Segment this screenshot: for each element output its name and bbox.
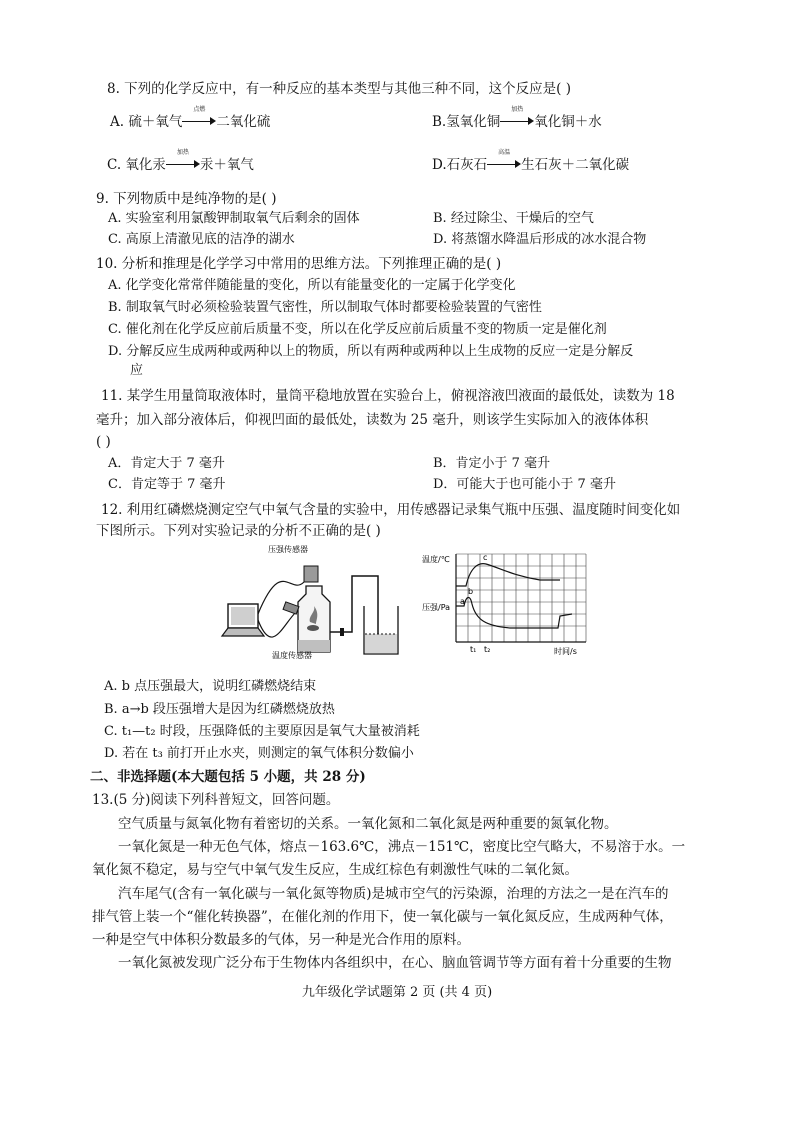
q11-option-a: A．肯定大于 7 毫升 xyxy=(108,456,225,471)
q8-c-reactants: C. 氧化汞 xyxy=(107,157,166,173)
q13-paragraph3-line2: 排气管上装一个“催化转换器”，在催化剂的作用下，使一氧化碳与一氧化氮反应，生成两种气体， xyxy=(92,909,673,925)
q8-b-products: 氧化铜＋水 xyxy=(534,114,602,130)
graph-temp-label: 温度/℃ xyxy=(422,555,450,564)
time-axis-label: 时间/s xyxy=(554,647,577,656)
q12-option-b: B. a→b 段压强增大是因为红磷燃烧放热 xyxy=(104,702,335,717)
q11-line1: 11. 某学生用量筒取液体时，量筒平稳地放置在实验台上，俯视溶液凹液面的最低处，读数为 18 xyxy=(101,388,675,404)
q8-c-products: 汞＋氧气 xyxy=(199,157,254,173)
section-heading: 二、非选择题(本大题包括 5 小题，共 28 分) xyxy=(90,769,366,785)
reaction-arrow xyxy=(500,106,534,127)
q8-stem: 8. 下列的化学反应中，有一种反应的基本类型与其他三种不同，这个反应是( ) xyxy=(107,81,571,97)
q9-option-c: C. 高原上清澈见底的洁净的湖水 xyxy=(108,232,295,247)
clamp xyxy=(340,628,344,636)
q10-option-a: A. 化学变化常常伴随能量的变化，所以有能量变化的一定属于化学变化 xyxy=(108,278,516,293)
q12-option-a: A. b 点压强最大，说明红磷燃烧结束 xyxy=(104,679,317,694)
q11-line2: 毫升；加入部分液体后，仰视凹面的最低处，读数为 25 毫升，则该学生实际加入的液体体积 xyxy=(96,412,649,428)
reaction-arrow xyxy=(166,149,200,170)
glass-tube xyxy=(346,576,378,634)
q11-option-d: D．可能大于也可能小于 7 毫升 xyxy=(433,477,616,492)
reaction-condition: 高温 xyxy=(498,149,511,156)
t2-label: t₂ xyxy=(484,645,491,654)
q10-stem: 10. 分析和推理是化学学习中常用的思维方法。下列推理正确的是( ) xyxy=(96,256,502,272)
q10-option-b: B. 制取氧气时必须检验装置气密性，所以制取气体时都要检验装置的气密性 xyxy=(108,300,542,315)
t1-label: t₁ xyxy=(470,645,477,654)
q13-paragraph2: 一氧化氮是一种无色气体，熔点－163.6℃，沸点－151℃，密度比空气略大，不易溶于水。一 xyxy=(118,839,686,855)
point-b-label: b xyxy=(468,587,474,596)
page-footer: 九年级化学试题第 2 页 (共 4 页) xyxy=(301,985,493,1000)
sensor-cable xyxy=(258,612,296,637)
sensor-graph xyxy=(420,546,590,666)
q8-b-reactants: B.氢氧化铜 xyxy=(432,114,501,130)
q10-option-d-cont: 应 xyxy=(130,363,144,378)
reaction-arrow xyxy=(487,149,521,170)
gas-collection-bottle xyxy=(298,586,330,652)
q9-option-d: D. 将蒸馏水降温后形成的冰水混合物 xyxy=(433,232,647,247)
pressure-sensor-label: 压强传感器 xyxy=(268,545,308,554)
q13-paragraph4: 一氧化氮被发现广泛分布于生物体内各组织中，在心、脑血管调节等方面有着十分重要的生物 xyxy=(118,955,672,971)
q9-stem: 9. 下列物质中是纯净物的是( ) xyxy=(96,191,277,207)
apparatus-figure xyxy=(212,536,430,672)
reaction-condition: 加热 xyxy=(511,106,524,113)
q10-option-d: D. 分解反应生成两种或两种以上的物质，所以有两种或两种以上生成物的反应一定是分解反 xyxy=(108,344,634,359)
point-c-label: c xyxy=(483,553,488,562)
reaction-condition: 加热 xyxy=(176,149,189,156)
reaction-arrow xyxy=(182,106,216,127)
q8-option-b xyxy=(432,106,602,132)
pressure-sensor xyxy=(304,566,318,582)
q13-stem: 13.(5 分)阅读下列科普短文，回答问题。 xyxy=(92,792,340,808)
q8-option-c xyxy=(107,149,254,175)
q12-option-c: C. t₁—t₂ 时段，压强降低的主要原因是氧气大量被消耗 xyxy=(104,724,420,739)
reaction-condition: 点燃 xyxy=(193,106,206,113)
temperature-curve xyxy=(456,564,560,586)
q13-paragraph3-line3: 一种是空气中体积分数最多的气体，另一种是光合作用的原料。 xyxy=(92,932,470,948)
laptop-icon xyxy=(222,604,264,636)
q12-line2: 下图所示。下列对实验记录的分析不正确的是( ) xyxy=(96,523,381,539)
q8-option-a xyxy=(110,106,271,132)
q11-option-b: B．肯定小于 7 毫升 xyxy=(433,456,551,471)
q13-paragraph1: 空气质量与氮氧化物有着密切的关系。一氧化氮和二氧化氮是两种重要的氮氧化物。 xyxy=(118,816,618,832)
q8-d-products: 生石灰＋二氧化碳 xyxy=(521,157,630,173)
beaker xyxy=(364,606,398,654)
graph-pressure-label: 压强/Pa xyxy=(422,603,451,612)
q8-option-d xyxy=(432,149,630,175)
q8-a-products: 二氧化硫 xyxy=(216,114,271,130)
q11-line3: ( ) xyxy=(96,434,111,450)
point-a-label: a xyxy=(460,597,465,606)
q13-paragraph3: 汽车尾气(含有一氧化碳与一氧化氮等物质)是城市空气的污染源，治理的方法之一是在汽车的 xyxy=(118,886,669,902)
q9-option-b: B. 经过除尘、干燥后的空气 xyxy=(433,211,594,226)
q11-option-c: C．肯定等于 7 毫升 xyxy=(108,477,226,492)
q10-option-c: C. 催化剂在化学反应前后质量不变，所以在化学反应前后质量不变的物质一定是催化剂 xyxy=(108,322,607,337)
q8-a-reactants: A. 硫＋氧气 xyxy=(110,114,183,130)
q8-d-reactants: D.石灰石 xyxy=(432,157,488,173)
temperature-sensor xyxy=(283,602,299,614)
temperature-sensor-label: 温度传感器 xyxy=(272,651,312,660)
q13-paragraph2-cont: 氧化氮不稳定，易与空气中氧气发生反应，生成红棕色有刺激性气味的二氧化氮。 xyxy=(92,862,578,878)
q12-line1: 12. 利用红磷燃烧测定空气中氧气含量的实验中，用传感器记录集气瓶中压强、温度随时间变化如 xyxy=(101,502,681,518)
q9-option-a: A. 实验室利用氯酸钾制取氧气后剩余的固体 xyxy=(108,211,360,226)
q12-option-d: D. 若在 t₃ 前打开止水夹，则测定的氧气体积分数偏小 xyxy=(104,746,414,761)
